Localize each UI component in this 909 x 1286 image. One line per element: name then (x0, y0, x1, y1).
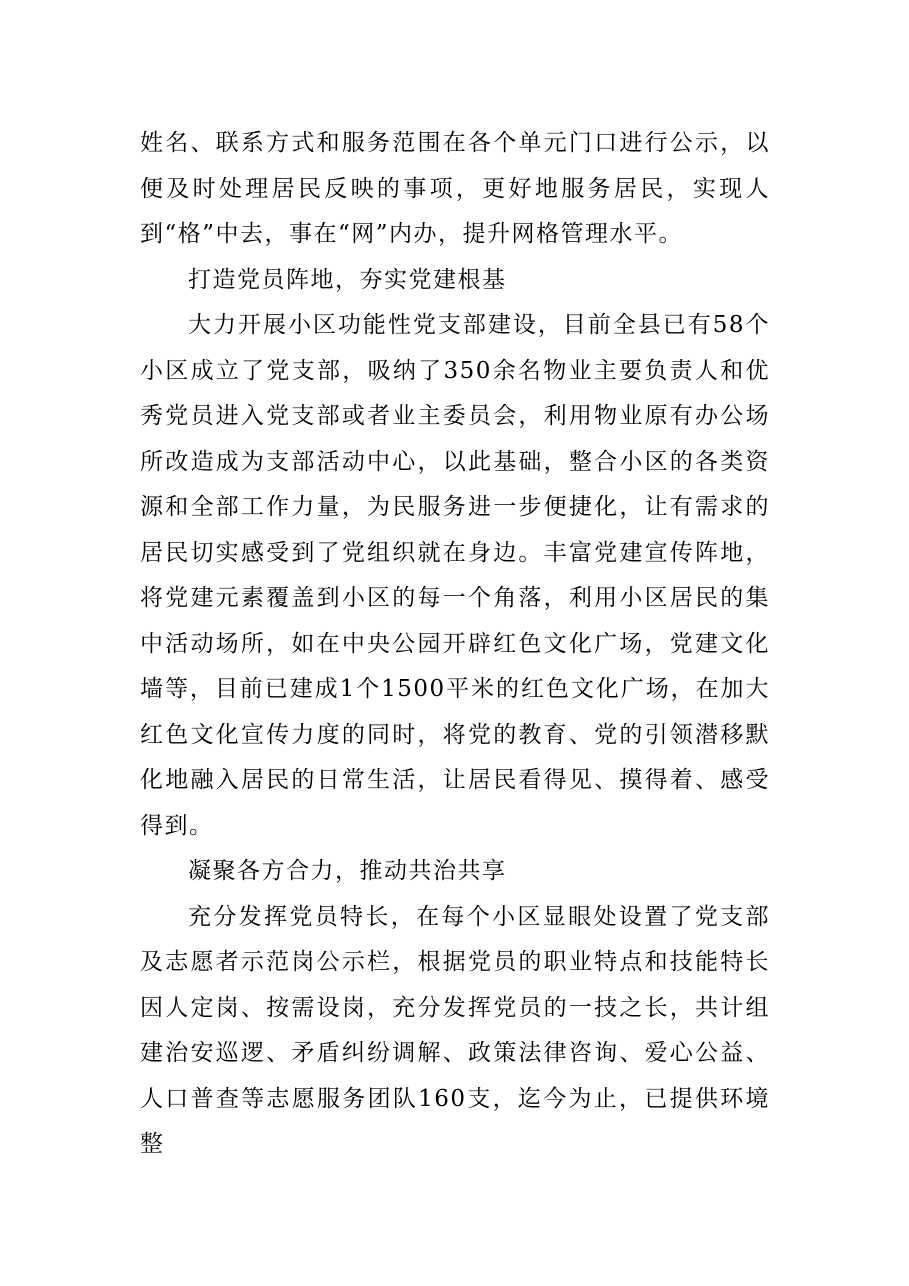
section-heading-co-governance: 凝聚各方合力，推动共治共享 (188, 858, 507, 884)
paragraph-party-branch-construction: 大力开展小区功能性党支部建设，目前全县已有58个小区成立了党支部，吸纳了350余名物业主要负责人和优秀党员进入党支部或者业主委员会，利用物业原有办公场所改造成为支部活动中心，以此基础，整合小区的各类资源和全部工作力量，为民服务进一步便捷化，让有需求的居民切实感受到了党组织就在身边。丰富党建宣传阵地，将党建元素覆盖到小区的每一个角落，利用小区居民的集中活动场所，如在中央公园开辟红色文化广场，党建文化墙等，目前已建成1个1500平米的红色文化广场，在加大红色文化宣传力度的同时，将党的教育、党的引领潜移默化地融入居民的日常生活，让居民看得见、摸得着、感受得到。 (140, 312, 770, 839)
document-body (140, 121, 770, 1168)
section-heading-party-position: 打造党员阵地，夯实党建根基 (188, 266, 507, 293)
paragraph-continued: 姓名、联系方式和服务范围在各个单元门口进行公示，以便及时处理居民反映的事项，更好地服务居民，实现人到“格”中去，事在“网”内办，提升网格管理水平。 (140, 130, 770, 247)
paragraph-volunteer-teams: 充分发挥党员特长，在每个小区显眼处设置了党支部及志愿者示范岗公示栏，根据党员的职业特点和技能特长因人定岗、按需设岗，充分发挥党员的一技之长，共计组建治安巡逻、矛盾纠纷调解、政策法律咨询、爱心公益、人口普查等志愿服务团队160支，迄今为止，已提供环境整 (140, 903, 770, 1157)
